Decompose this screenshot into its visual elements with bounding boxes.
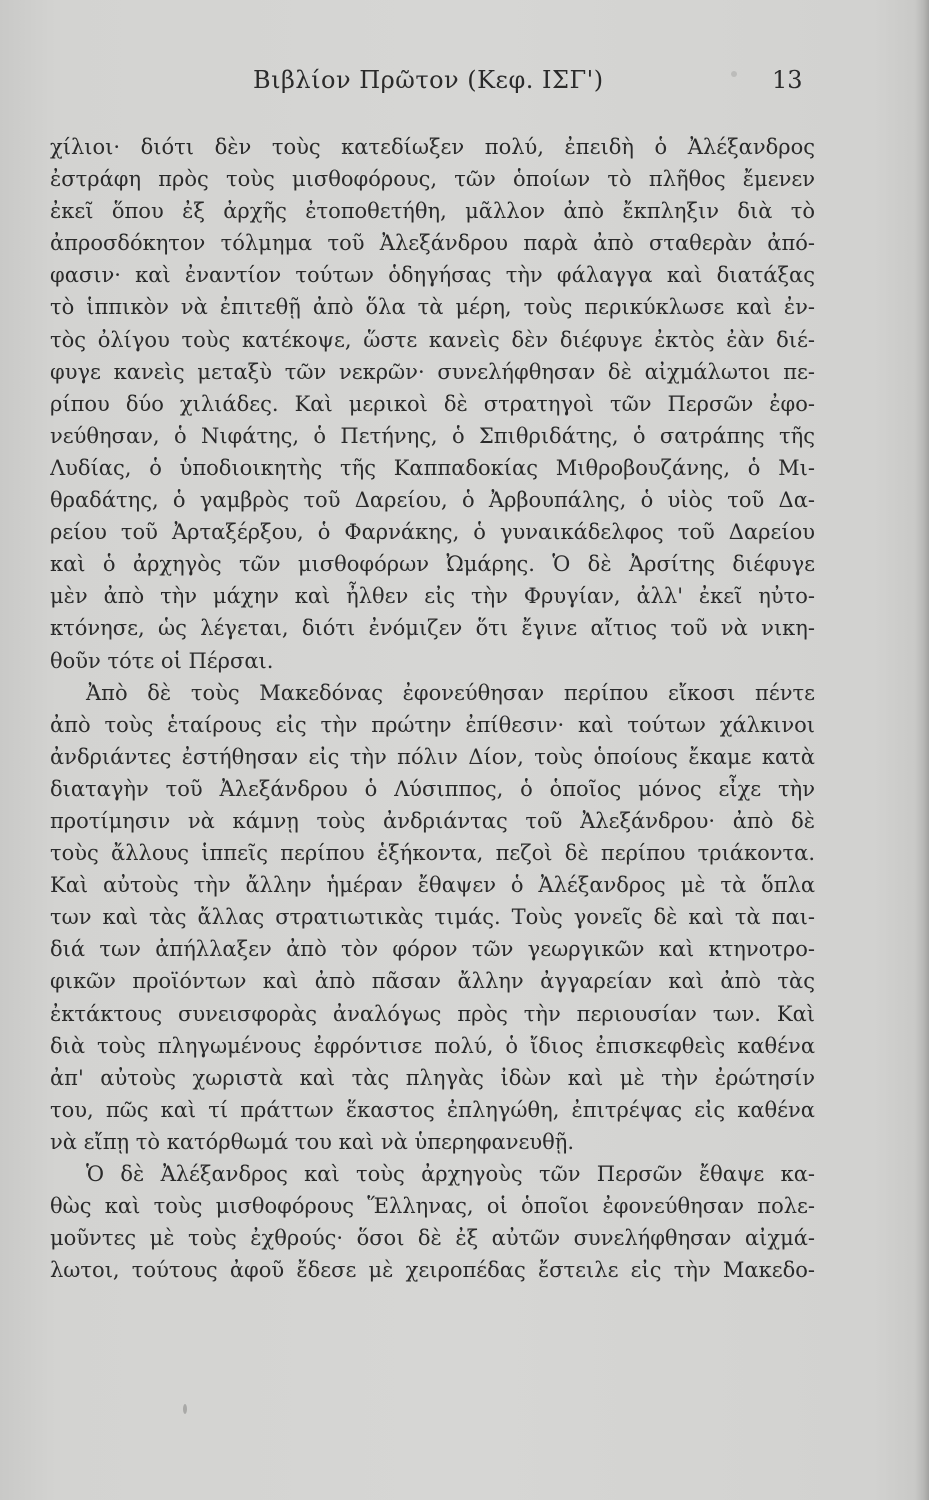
- page-number: 13: [772, 66, 803, 94]
- text-line: διὰ τοὺς πληγωμένους ἐφρόντισε πολύ, ὁ ἴδιος ἐπισκεφθεὶς καθένα: [50, 1033, 815, 1058]
- text-line: νεύθησαν, ὁ Νιφάτης, ὁ Πετήνης, ὁ Σπιθριδάτης, ὁ σατράπης τῆς: [50, 423, 815, 448]
- ink-spot: [731, 71, 737, 77]
- paragraph-end-line: νὰ εἴπῃ τὸ κατόρθωμά του καὶ νὰ ὑπερηφανευθῇ.: [50, 1129, 575, 1154]
- paragraph-start-line: Ὁ δὲ Ἀλέξανδρος καὶ τοὺς ἀρχηγοὺς τῶν Περσῶν ἔθαψε κα-: [86, 1162, 815, 1186]
- ink-spot: [183, 1404, 187, 1414]
- text-line: λωτοι, τούτους ἀφοῦ ἔδεσε μὲ χειροπέδας ἔστειλε εἰς τὴν Μακεδο-: [50, 1258, 815, 1283]
- text-line: τὸς ὀλίγου τοὺς κατέκοψε, ὥστε κανεὶς δὲν διέφυγε ἐκτὸς ἐὰν διέ-: [50, 327, 815, 352]
- page-edge-shadow: [915, 0, 929, 1500]
- text-line: ἀπροσδόκητον τόλμημα τοῦ Ἀλεξάνδρου παρὰ ἀπὸ σταθερὰν ἀπό-: [50, 231, 815, 256]
- text-line: θραδάτης, ὁ γαμβρὸς τοῦ Δαρείου, ὁ Ἀρβουπάλης, ὁ υἱὸς τοῦ Δα-: [50, 488, 815, 513]
- text-line: μὲν ἀπὸ τὴν μάχην καὶ ἦλθεν εἰς τὴν Φρυγίαν, ἀλλ' ἐκεῖ ηὐτο-: [50, 584, 815, 609]
- text-line: χίλιοι· διότι δὲν τοὺς κατεδίωξεν πολύ, ἐπειδὴ ὁ Ἀλέξανδρος: [50, 135, 815, 159]
- text-line: ἐκτάκτους συνεισφορὰς ἀναλόγως πρὸς τὴν περιουσίαν των. Καὶ: [50, 1001, 815, 1026]
- text-line: φασιν· καὶ ἐναντίον τούτων ὁδηγήσας τὴν φάλαγγα καὶ διατάξας: [50, 263, 815, 288]
- body-text: [50, 131, 815, 1286]
- text-line: καὶ ὁ ἀρχηγὸς τῶν μισθοφόρων Ὠμάρης. Ὁ δὲ Ἀρσίτης διέφυγε: [50, 552, 815, 577]
- text-line: των καὶ τὰς ἄλλας στρατιωτικὰς τιμάς. Τοὺς γονεῖς δὲ καὶ τὰ παι-: [50, 905, 815, 930]
- text-line: ἀνδριάντες ἐστήθησαν εἰς τὴν πόλιν Δίον, τοὺς ὁποίους ἔκαμε κατὰ: [50, 744, 815, 769]
- text-line: προτίμησιν νὰ κάμνῃ τοὺς ἀνδριάντας τοῦ Ἀλεξάνδρου· ἀπὸ δὲ: [50, 808, 815, 833]
- text-line: τοὺς ἄλλους ἱππεῖς περίπου ἑξήκοντα, πεζοὶ δὲ περίπου τριάκοντα.: [50, 841, 815, 866]
- text-line: κτόνησε, ὡς λέγεται, διότι ἐνόμιζεν ὅτι ἔγινε αἴτιος τοῦ νὰ νικη-: [50, 616, 815, 641]
- text-line: του, πῶς καὶ τί πράττων ἕκαστος ἐπληγώθη, ἐπιτρέψας εἰς καθένα: [50, 1097, 815, 1122]
- text-line: ἐστράφη πρὸς τοὺς μισθοφόρους, τῶν ὁποίων τὸ πλῆθος ἔμενεν: [50, 167, 815, 192]
- text-line: μοῦντες μὲ τοὺς ἐχθρούς· ὅσοι δὲ ἐξ αὐτῶν συνελήφθησαν αἰχμά-: [50, 1226, 815, 1251]
- text-line: ρίπου δύο χιλιάδες. Καὶ μερικοὶ δὲ στρατηγοὶ τῶν Περσῶν ἐφο-: [50, 391, 815, 416]
- paragraph-start-line: Ἀπὸ δὲ τοὺς Μακεδόνας ἐφονεύθησαν περίπου εἴκοσι πέντε: [86, 680, 815, 705]
- text-line: Καὶ αὐτοὺς τὴν ἄλλην ἡμέραν ἔθαψεν ὁ Ἀλέξανδρος μὲ τὰ ὅπλα: [50, 873, 815, 898]
- text-line: Λυδίας, ὁ ὑποδιοικητὴς τῆς Καππαδοκίας Μιθροβουζάνης, ὁ Μι-: [50, 455, 815, 480]
- text-line: ἀπὸ τοὺς ἑταίρους εἰς τὴν πρώτην ἐπίθεσιν· καὶ τούτων χάλκινοι: [50, 712, 815, 737]
- text-line: φικῶν προϊόντων καὶ ἀπὸ πᾶσαν ἄλλην ἀγγαρείαν καὶ ἀπὸ τὰς: [50, 969, 815, 994]
- page-header: [0, 66, 929, 106]
- paragraph-end-line: θοῦν τότε οἱ Πέρσαι.: [50, 648, 274, 673]
- text-line: θὼς καὶ τοὺς μισθοφόρους Ἕλληνας, οἱ ὁποῖοι ἐφονεύθησαν πολε-: [50, 1194, 815, 1219]
- text-line: διά των ἀπήλλαξεν ἀπὸ τὸν φόρον τῶν γεωργικῶν καὶ κτηνοτρο-: [50, 937, 815, 962]
- running-title: Βιβλίον Πρῶτον (Κεφ. ΙΣΓ'): [253, 66, 604, 94]
- text-line: ρείου τοῦ Ἀρταξέρξου, ὁ Φαρνάκης, ὁ γυναικάδελφος τοῦ Δαρείου: [50, 520, 815, 545]
- text-line: ἀπ' αὐτοὺς χωριστὰ καὶ τὰς πληγὰς ἰδὼν καὶ μὲ τὴν ἐρώτησίν: [50, 1065, 815, 1090]
- text-line: φυγε κανεὶς μεταξὺ τῶν νεκρῶν· συνελήφθησαν δὲ αἰχμάλωτοι πε-: [50, 359, 815, 384]
- text-line: τὸ ἱππικὸν νὰ ἐπιτεθῇ ἀπὸ ὅλα τὰ μέρη, τοὺς περικύκλωσε καὶ ἐν-: [50, 295, 815, 320]
- text-line: διαταγὴν τοῦ Ἀλεξάνδρου ὁ Λύσιππος, ὁ ὁποῖος μόνος εἶχε τὴν: [50, 776, 815, 801]
- text-line: ἐκεῖ ὅπου ἐξ ἀρχῆς ἐτοποθετήθη, μᾶλλον ἀπὸ ἔκπληξιν διὰ τὸ: [50, 199, 815, 224]
